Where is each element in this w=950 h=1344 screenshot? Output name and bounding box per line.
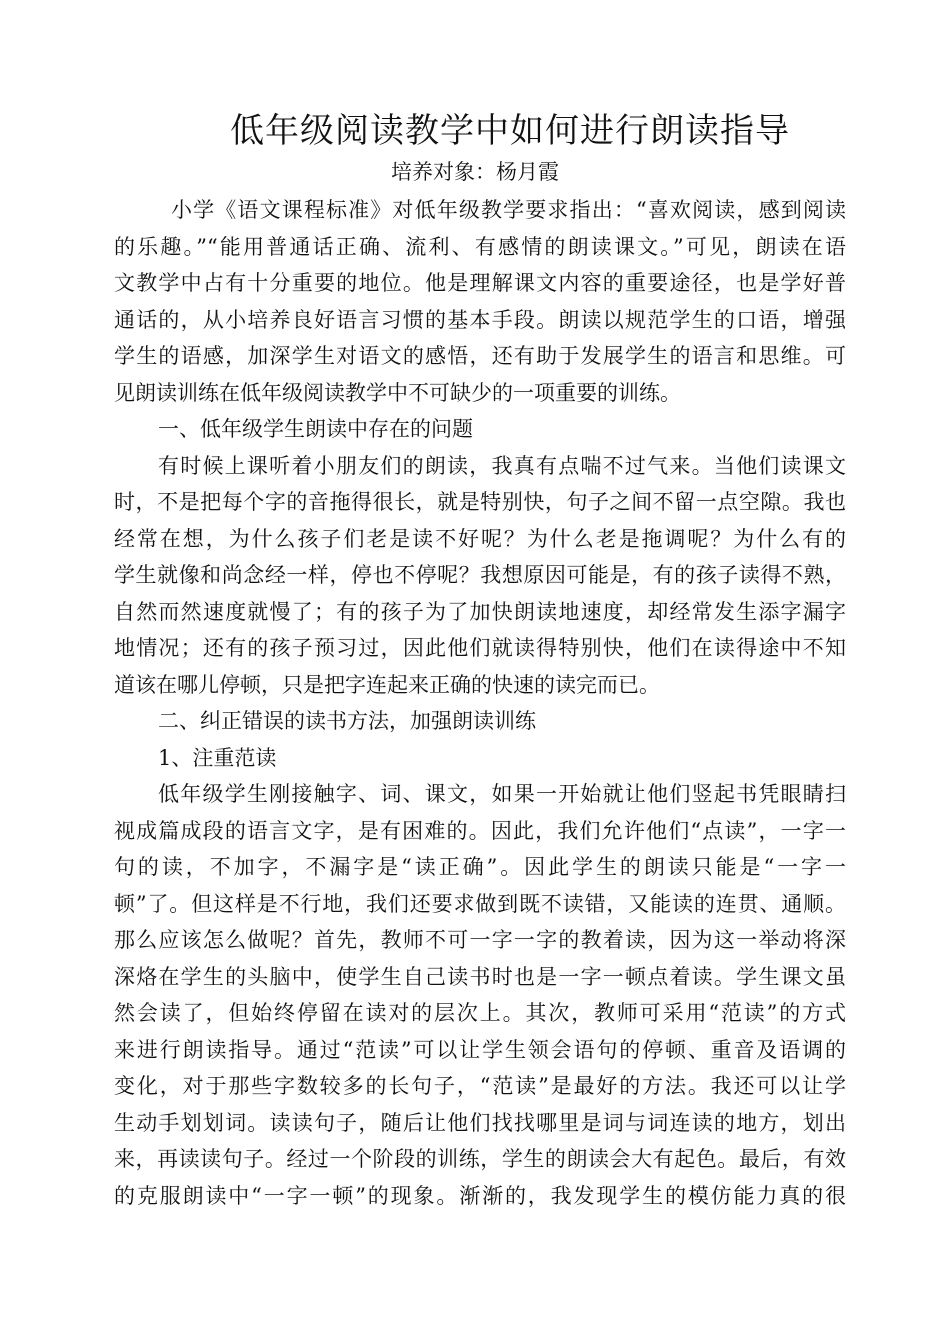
body-line: 句的读，不加字，不漏字是“读正确”。因此学生的朗读只能是“一字一 — [114, 855, 846, 879]
body-line: 的乐趣。”“能用普通话正确、流利、有感情的朗读课文。”可见，朗读在语 — [114, 234, 846, 259]
body-line: 低年级学生刚接触字、词、课文，如果一开始就让他们竖起书凭眼睛扫 — [158, 782, 846, 806]
body-line: 的克服朗读中“一字一顿”的现象。渐渐的，我发现学生的模仿能力真的很 — [114, 1183, 846, 1208]
document-title: 低年级阅读教学中如何进行朗读指导 — [230, 111, 790, 151]
body-line: 经常在想，为什么孩子们老是读不好呢？为什么老是拖调呢？为什么有的 — [114, 526, 846, 551]
body-line: 道该在哪儿停顿，只是把字连起来正确的快速的读完而已。 — [114, 672, 660, 697]
body-line: 地情况；还有的孩子预习过，因此他们就读得特别快，他们在读得途中不知 — [114, 636, 846, 660]
body-line: 自然而然速度就慢了；有的孩子为了加快朗读地速度，却经常发生添字漏字 — [114, 599, 846, 624]
section-heading: 二、纠正错误的读书方法，加强朗读训练 — [158, 709, 536, 733]
body-line: 来进行朗读指导。通过“范读”可以让学生领会语句的停顿、重音及语调的 — [114, 1037, 846, 1062]
body-line: 来，再读读句子。经过一个阶段的训练，学生的朗读会大有起色。最后，有效 — [114, 1147, 846, 1171]
body-line: 时，不是把每个字的音拖得很长，就是特别快，句子之间不留一点空隙。我也 — [114, 490, 846, 514]
section-heading: 一、低年级学生朗读中存在的问题 — [158, 417, 473, 441]
body-line: 那么应该怎么做呢？首先，教师不可一字一字的教着读，因为这一举动将深 — [114, 928, 846, 952]
body-line: 视成篇成段的语言文字，是有困难的。因此，我们允许他们“点读”，一字一 — [114, 818, 846, 843]
body-line: 顿”了。但这样是不行地，我们还要求做到既不读错，又能读的连贯、通顺。 — [114, 891, 846, 916]
body-line: 学生的语感，加深学生对语文的感悟，还有助于发展学生的语言和思维。可 — [114, 344, 846, 368]
body-line: 小学《语文课程标准》对低年级教学要求指出：“喜欢阅读，感到阅读 — [171, 198, 846, 222]
body-line: 文教学中占有十分重要的地位。他是理解课文内容的重要途径，也是学好普 — [114, 271, 846, 295]
body-line: 深烙在学生的头脑中，使学生自己读书时也是一字一顿点着读。学生课文虽 — [114, 964, 846, 989]
body-line: 见朗读训练在低年级阅读教学中不可缺少的一项重要的训练。 — [114, 380, 681, 405]
document-subtitle: 培养对象：杨月霞 — [391, 160, 559, 184]
subsection-heading: 1、注重范读 — [158, 745, 277, 770]
body-line: 通话的，从小培养良好语言习惯的基本手段。朗读以规范学生的口语，增强 — [114, 307, 846, 332]
body-line: 学生就像和尚念经一样，停也不停呢？我想原因可能是，有的孩子读得不熟， — [114, 563, 846, 587]
body-line: 变化，对于那些字数较多的长句子，“范读”是最好的方法。我还可以让学 — [114, 1074, 846, 1098]
document-body — [114, 192, 846, 1214]
body-line: 生动手划划词。读读句子，随后让他们找找哪里是词与词连读的地方，划出 — [114, 1110, 846, 1135]
body-line: 有时候上课听着小朋友们的朗读，我真有点喘不过气来。当他们读课文 — [158, 453, 846, 478]
body-line: 然会读了，但始终停留在读对的层次上。其次，教师可采用“范读”的方式 — [114, 1001, 846, 1025]
